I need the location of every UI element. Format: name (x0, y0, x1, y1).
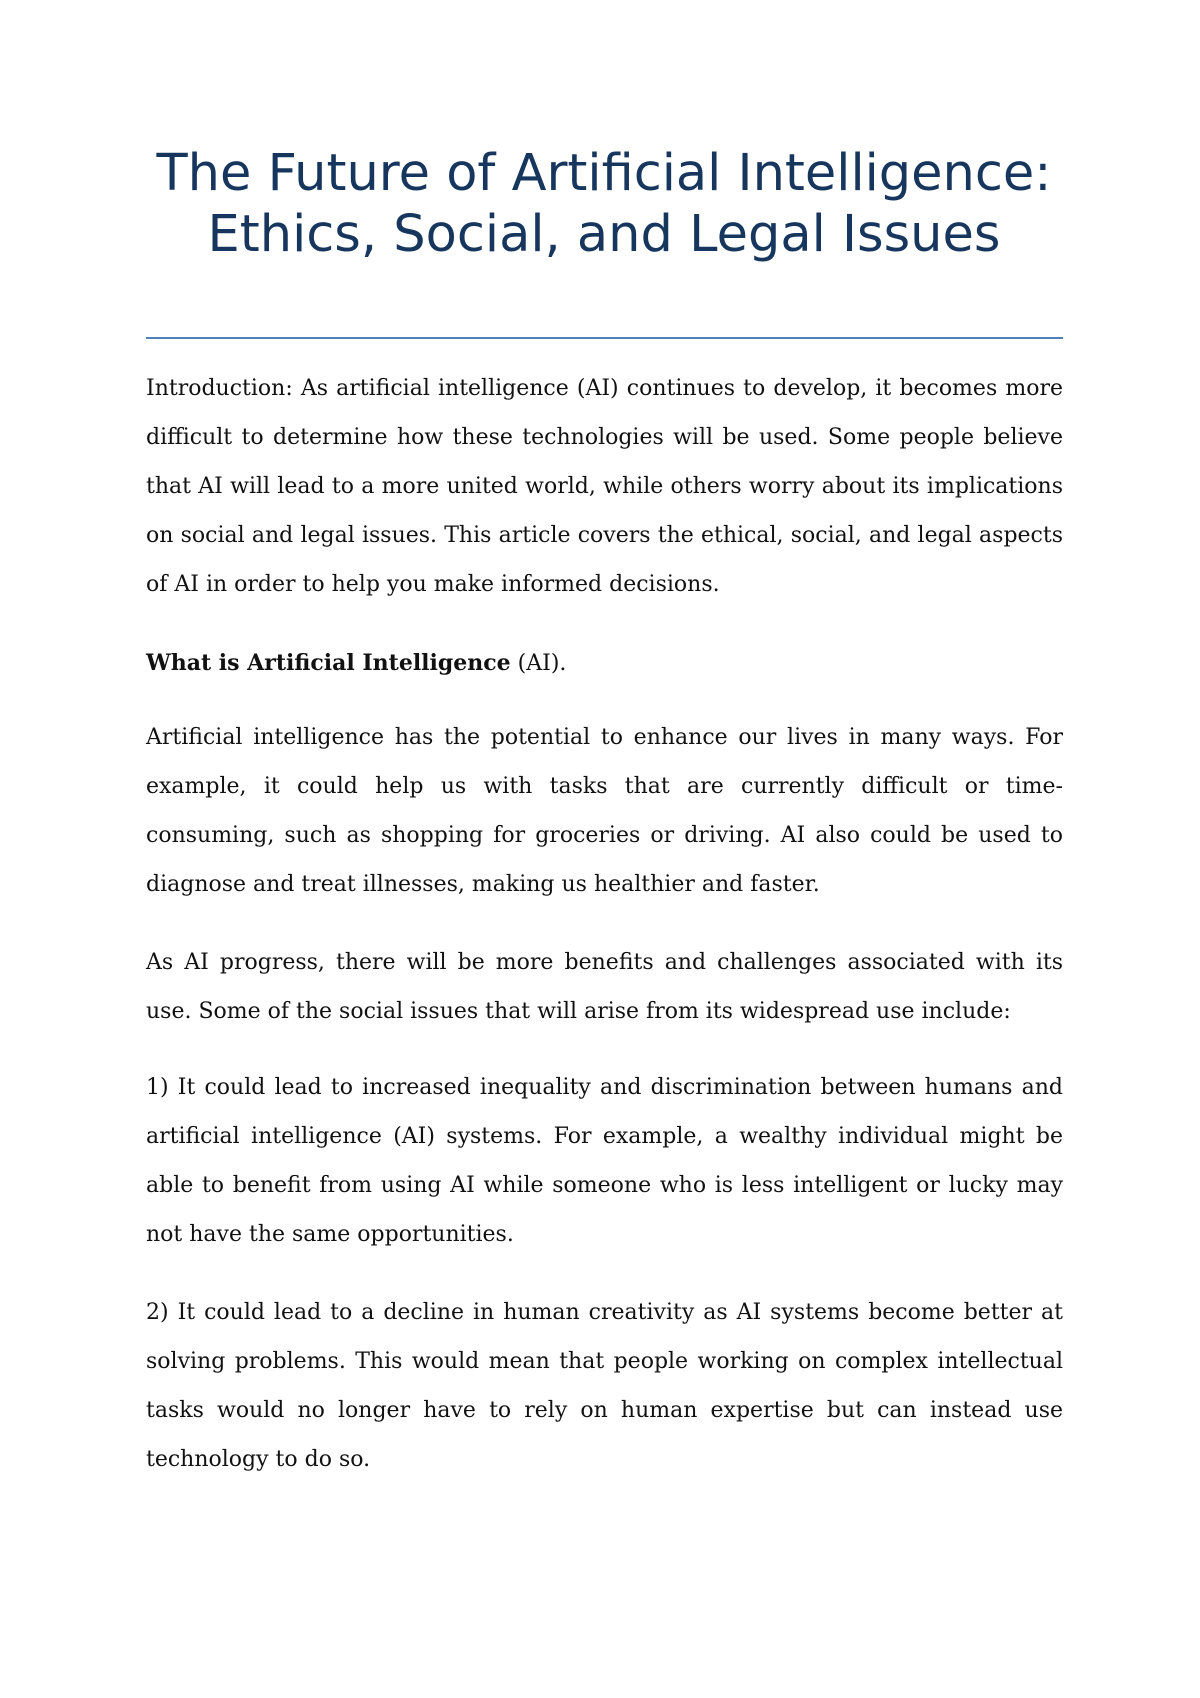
section-heading-tail: (AI). (510, 651, 567, 676)
benefits-paragraph: Artificial intelligence has the potential to enhance our lives in many ways. For example, it could help us with tasks that are currently difficult or time-consuming, such as shopping for groceries or driving. AI also could be used to diagnose and treat illnesses, making us healthier and faster. (146, 725, 1063, 897)
section-heading-bold: What is Artificial Intelligence (146, 650, 511, 676)
title-divider (146, 337, 1063, 339)
list-item-1: 1) It could lead to increased inequality and discrimination between humans and artificial intelligence (AI) systems. For example, a wealthy individual might be able to benefit from using AI while someone who is less intelligent or lucky may not have the same opportunities. (146, 1075, 1063, 1247)
list-item-2: 2) It could lead to a decline in human creativity as AI systems become better at solving problems. This would mean that people working on complex intellectual tasks would no longer have to rely on human expertise but can instead use technology to do so. (146, 1300, 1063, 1472)
section-heading (146, 639, 1063, 688)
progress-paragraph: As AI progress, there will be more benefits and challenges associated with its use. Some of the social issues that will arise from its widespread use include: (146, 950, 1063, 1024)
document-title: The Future of Artificial Intelligence: Ethics, Social, and Legal Issues (156, 144, 1052, 264)
intro-paragraph: Introduction: As artificial intelligence (AI) continues to develop, it becomes more difficult to determine how these technologies will be used. Some people believe that AI will lead to a more united world, while others worry about its implications on social and legal issues. This article covers the ethical, social, and legal aspects of AI in order to help you make informed decisions. (146, 376, 1063, 597)
